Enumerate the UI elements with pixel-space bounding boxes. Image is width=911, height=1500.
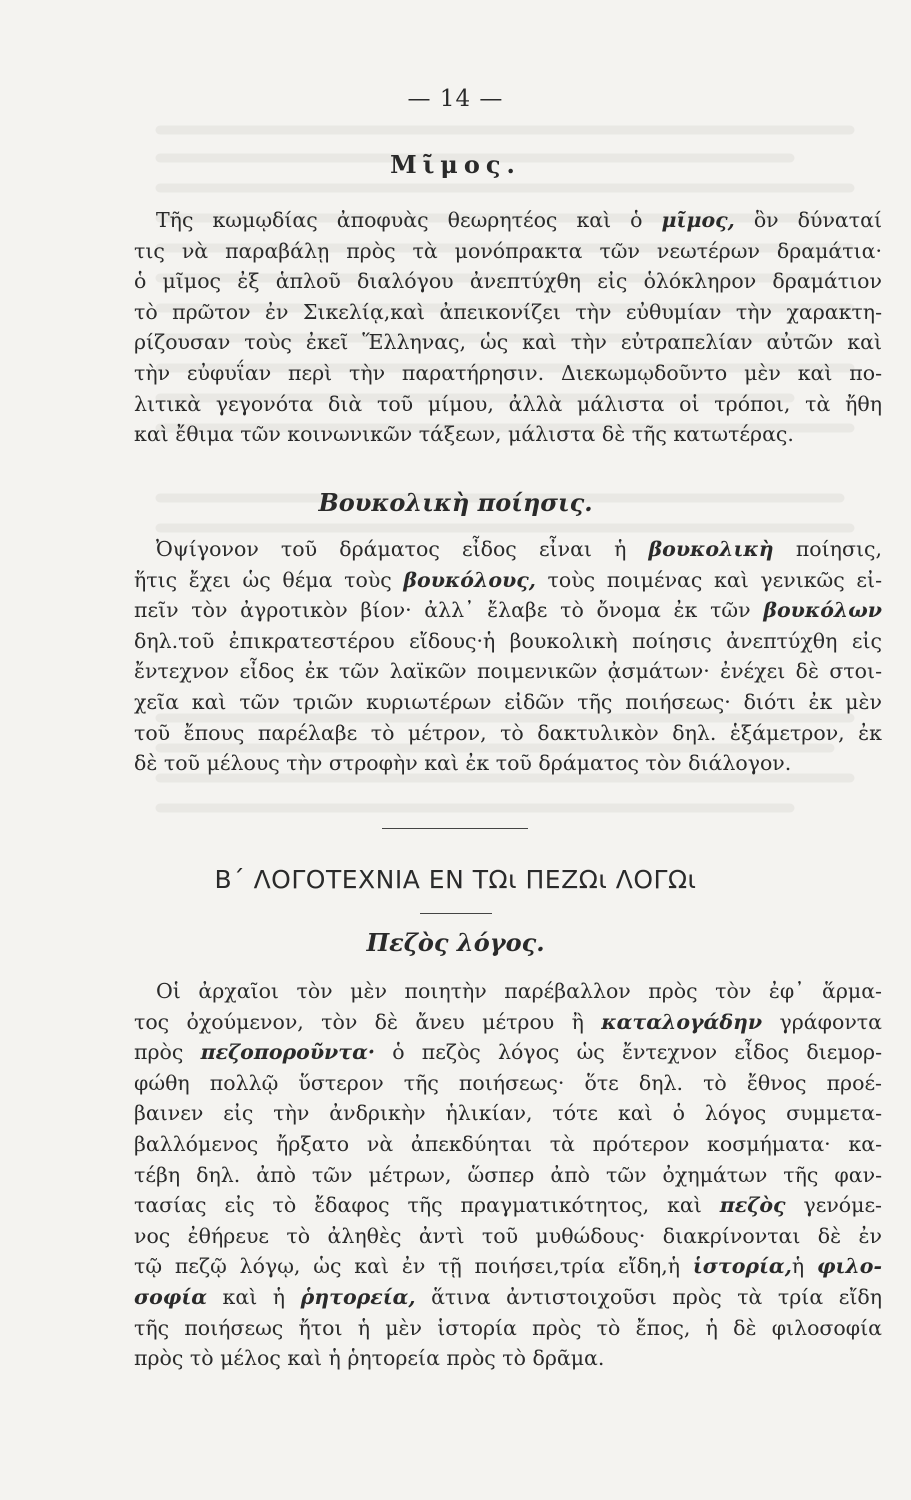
text-line xyxy=(134,1068,882,1099)
text-line xyxy=(134,1007,882,1038)
text-segment: ἅτινα ἀντιστοιχοῦσι πρὸς τὰ τρία εἴδη xyxy=(415,1284,883,1309)
text-line xyxy=(134,1160,882,1191)
text-line xyxy=(134,1037,882,1068)
text-segment: ὁ μῖμος ἐξ ἁπλοῦ διαλόγου ἀνεπτύχθη εἰς ὁλόκληρον δραμάτιον xyxy=(134,269,882,294)
text-line xyxy=(134,1282,882,1313)
text-segment: τοῦ ἔπους παρέλαβε τὸ μέτρον, τὸ δακτυλικὸν δηλ. ἑξάμετρον, ἐκ xyxy=(134,720,882,745)
text-line xyxy=(134,358,882,389)
text-line xyxy=(134,626,882,657)
text-segment: νος ἐθήρευε τὸ ἀληθὲς ἀντὶ τοῦ μυθώδους· διακρίνονται δὲ ἐν xyxy=(134,1223,882,1248)
text-line xyxy=(134,297,882,328)
text-line xyxy=(134,389,882,420)
emphasized-term: βουκόλους, xyxy=(403,567,536,592)
text-line xyxy=(134,205,882,236)
text-segment: καὶ ἡ xyxy=(207,1284,301,1309)
text-segment: ρίζουσαν τοὺς ἐκεῖ Ἕλληνας, ὡς καὶ τὴν εὐτραπελίαν αὐτῶν καὶ xyxy=(134,330,882,355)
emphasized-term: μῖμος, xyxy=(661,208,735,232)
text-segment: πεῖν τὸν ἀγροτικὸν βίον· ἀλλ᾽ ἔλαβε τὸ ὄνομα ἐκ τῶν xyxy=(134,598,764,623)
text-segment: δηλ.τοῦ ἐπικρατεστέρου εἴδους·ἡ βουκολικὴ ποίησις ἀνεπτύχθη εἰς xyxy=(134,628,882,653)
text-line xyxy=(134,1129,882,1160)
text-line xyxy=(134,718,882,749)
text-segment: βαινεν εἰς τὴν ἀνδρικὴν ἡλικίαν, τότε καὶ ὁ λόγος συμμετα- xyxy=(134,1101,882,1126)
text-segment: γράφοντα xyxy=(762,1009,882,1034)
text-line xyxy=(134,327,882,358)
paragraph-mimos xyxy=(134,205,882,450)
text-segment: Οἱ ἀρχαῖοι τὸν μὲν ποιητὴν παρέβαλλον πρὸς τὸν ἐφ᾽ ἅρμα- xyxy=(156,979,882,1003)
text-segment: τις νὰ παραβάλῃ πρὸς τὰ μονόπρακτα τῶν νεωτέρων δραμάτια· xyxy=(134,238,882,263)
divider-rule xyxy=(382,828,528,829)
emphasized-term: πεζοποροῦντα· xyxy=(200,1040,375,1065)
text-segment: ἥτις ἔχει ὡς θέμα τοὺς xyxy=(134,567,404,592)
text-line xyxy=(134,1251,882,1282)
paragraph-boukoliki xyxy=(134,534,882,779)
text-segment: ὁ πεζὸς λόγος ὡς ἔντεχνον εἶδος διεμορ- xyxy=(374,1040,882,1065)
text-segment: δὲ τοῦ μέλους τὴν στροφὴν καὶ ἐκ τοῦ δράματος τὸν διάλογον. xyxy=(134,751,792,776)
text-segment: χεῖα καὶ τῶν τριῶν κυριωτέρων εἰδῶν τῆς ποιήσεως· διότι ἐκ μὲν xyxy=(134,689,882,714)
text-segment: τοὺς ποιμένας καὶ γενικῶς εἰ- xyxy=(535,567,882,592)
part-heading: Β΄ ΛΟΓΟΤΕΧΝΙΑ ΕΝ ΤΩι ΠΕΖΩι ΛΟΓΩι xyxy=(214,865,697,894)
emphasized-term: βουκολικὴ xyxy=(648,537,774,561)
text-line xyxy=(134,1221,882,1252)
text-segment: ἡ xyxy=(791,1254,817,1279)
text-segment: πρὸς τὸ μέλος καὶ ἡ ῥητορεία πρὸς τὸ δρᾶμα. xyxy=(134,1346,605,1371)
text-segment: φώθη πολλῷ ὕστερον τῆς ποιήσεως· ὅτε δηλ. τὸ ἔθνος προέ- xyxy=(134,1070,882,1095)
emphasized-term: φιλο- xyxy=(816,1254,882,1279)
text-segment: τος ὀχούμενον, τὸν δὲ ἄνευ μέτρου ἢ xyxy=(134,1009,602,1034)
text-line xyxy=(134,976,882,1007)
text-segment: τὴν εὐφυΐαν περὶ τὴν παρατήρησιν. Διεκωμῳδοῦντο μὲν καὶ πο- xyxy=(134,360,882,385)
text-line xyxy=(134,1343,882,1374)
emphasized-term: καταλογάδην xyxy=(601,1009,763,1034)
text-segment: τέβη δηλ. ἀπὸ τῶν μέτρων, ὥσπερ ἀπὸ τῶν ὀχημάτων τῆς φαν- xyxy=(134,1162,882,1187)
section-title-boukoliki: Βουκολικὴ ποίησις. xyxy=(318,488,593,517)
text-line xyxy=(134,1313,882,1344)
text-segment: τασίας εἰς τὸ ἔδαφος τῆς πραγματικότητος, καὶ xyxy=(134,1193,720,1218)
text-segment: τὸ πρῶτον ἐν Σικελίᾳ,καὶ ἀπεικονίζει τὴν εὐθυμίαν τὴν χαρακτη- xyxy=(134,299,882,324)
text-line xyxy=(134,419,882,450)
text-line xyxy=(134,1098,882,1129)
text-line xyxy=(134,236,882,267)
text-segment: τῆς ποιήσεως ἤτοι ἡ μὲν ἱστορία πρὸς τὸ ἔπος, ἡ δὲ φιλοσοφία xyxy=(134,1315,882,1340)
emphasized-term: πεζὸς xyxy=(719,1193,786,1218)
text-line xyxy=(134,687,882,718)
text-line xyxy=(134,656,882,687)
emphasized-term: ἱστορία, xyxy=(692,1254,792,1279)
text-segment: ὃν δύναταί xyxy=(734,208,882,232)
emphasized-term: σοφία xyxy=(134,1284,208,1309)
text-line xyxy=(134,266,882,297)
text-segment: Ὀψίγονον τοῦ δράματος εἶδος εἶναι ἡ xyxy=(156,537,649,561)
text-segment: ποίησις, xyxy=(773,537,882,561)
text-segment: καὶ ἔθιμα τῶν κοινωνικῶν τάξεων, μάλιστα δὲ τῆς κατωτέρας. xyxy=(134,422,794,447)
text-segment: βαλλόμενος ἤρξατο νὰ ἀπεκδύηται τὰ πρότερον κοσμήματα· κα- xyxy=(134,1131,882,1156)
text-segment: λιτικὰ γεγονότα διὰ τοῦ μίμου, ἀλλὰ μάλιστα οἱ τρόποι, τὰ ἤθη xyxy=(134,391,882,416)
section-title-mimos: Μῖμος. xyxy=(390,150,521,179)
text-line xyxy=(134,565,882,596)
text-line xyxy=(134,1190,882,1221)
paragraph-pezos-logos xyxy=(134,976,882,1374)
text-segment: γενόμε- xyxy=(785,1193,882,1218)
text-segment: Τῆς κωμῳδίας ἀποφυὰς θεωρητέος καὶ ὁ xyxy=(156,208,662,232)
text-segment: τῷ πεζῷ λόγῳ, ὡς καὶ ἐν τῇ ποιήσει,τρία εἴδη,ἡ xyxy=(134,1254,693,1279)
divider-rule-short xyxy=(420,913,492,914)
text-segment: ἔντεχνον εἶδος ἐκ τῶν λαϊκῶν ποιμενικῶν ᾀσμάτων· ἐνέχει δὲ στοι- xyxy=(134,659,882,684)
page-number: — 14 — xyxy=(407,86,504,112)
section-title-pezos-logos: Πεζὸς λόγος. xyxy=(366,928,545,957)
emphasized-term: ῥητορεία, xyxy=(300,1284,416,1309)
emphasized-term: βουκόλων xyxy=(763,598,882,623)
text-segment: πρὸς xyxy=(134,1040,201,1065)
text-line xyxy=(134,748,882,779)
text-line xyxy=(134,595,882,626)
text-line xyxy=(134,534,882,565)
